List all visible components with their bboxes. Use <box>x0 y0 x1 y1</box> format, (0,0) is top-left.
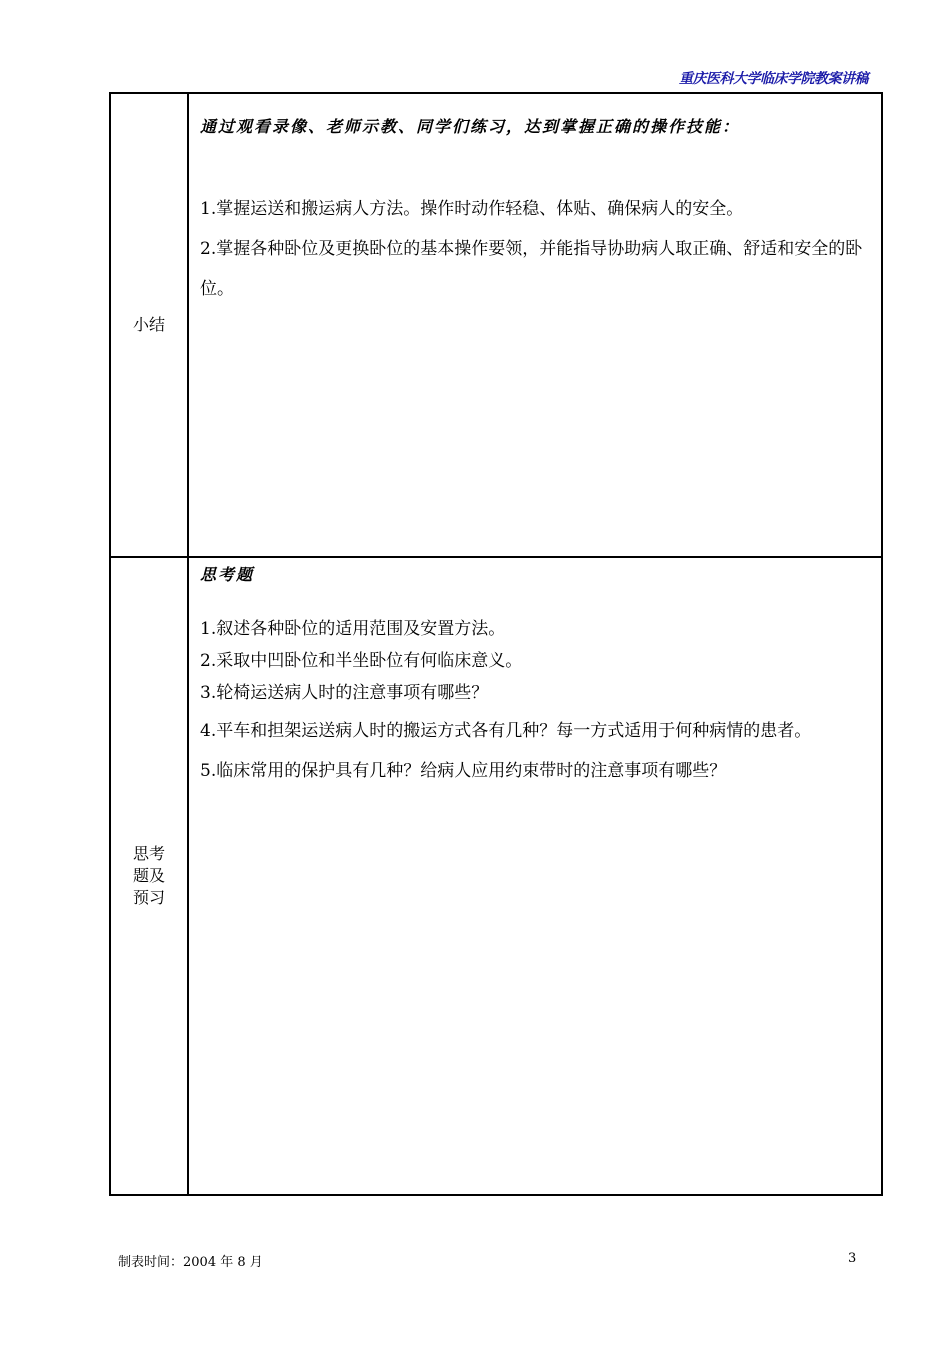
questions-label-cell <box>110 557 188 1195</box>
question-item-2: 2.采取中凹卧位和半坐卧位有何临床意义。 <box>200 651 523 671</box>
questions-list <box>200 613 881 787</box>
summary-label-cell <box>110 93 188 557</box>
summary-row <box>110 93 882 557</box>
question-item-1: 1.叙述各种卧位的适用范围及安置方法。 <box>200 619 506 639</box>
summary-item-2: 2.掌握各种卧位及更换卧位的基本操作要领，并能指导协助病人取正确、舒适和安全的卧位。 <box>200 239 863 299</box>
page-number: 3 <box>848 1251 857 1266</box>
question-item-5: 5.临床常用的保护具有几种？给病人应用约束带时的注意事项有哪些？ <box>200 761 727 781</box>
question-item-3: 3.轮椅运送病人时的注意事项有哪些？ <box>200 683 489 703</box>
lesson-plan-table <box>109 92 883 1196</box>
summary-heading: 通过观看录像、老师示教、同学们练习，达到掌握正确的操作技能： <box>200 117 741 136</box>
summary-list <box>200 189 881 309</box>
footer-date: 制表时间：2004 年 8 月 <box>118 1255 263 1270</box>
summary-item-1: 1.掌握运送和搬运病人方法。操作时动作轻稳、体贴、确保病人的安全。 <box>200 199 744 219</box>
questions-row <box>110 557 882 1195</box>
summary-content-cell <box>188 93 882 557</box>
questions-content-cell <box>188 557 882 1195</box>
question-item-4: 4.平车和担架运送病人时的搬运方式各有几种？每一方式适用于何种病情的患者。 <box>200 721 812 741</box>
document-header-title: 重庆医科大学临床学院教案讲稿 <box>679 71 868 87</box>
questions-label: 思考题及预习 <box>132 844 165 907</box>
summary-label: 小结 <box>132 315 165 334</box>
questions-heading: 思考题 <box>200 565 255 584</box>
